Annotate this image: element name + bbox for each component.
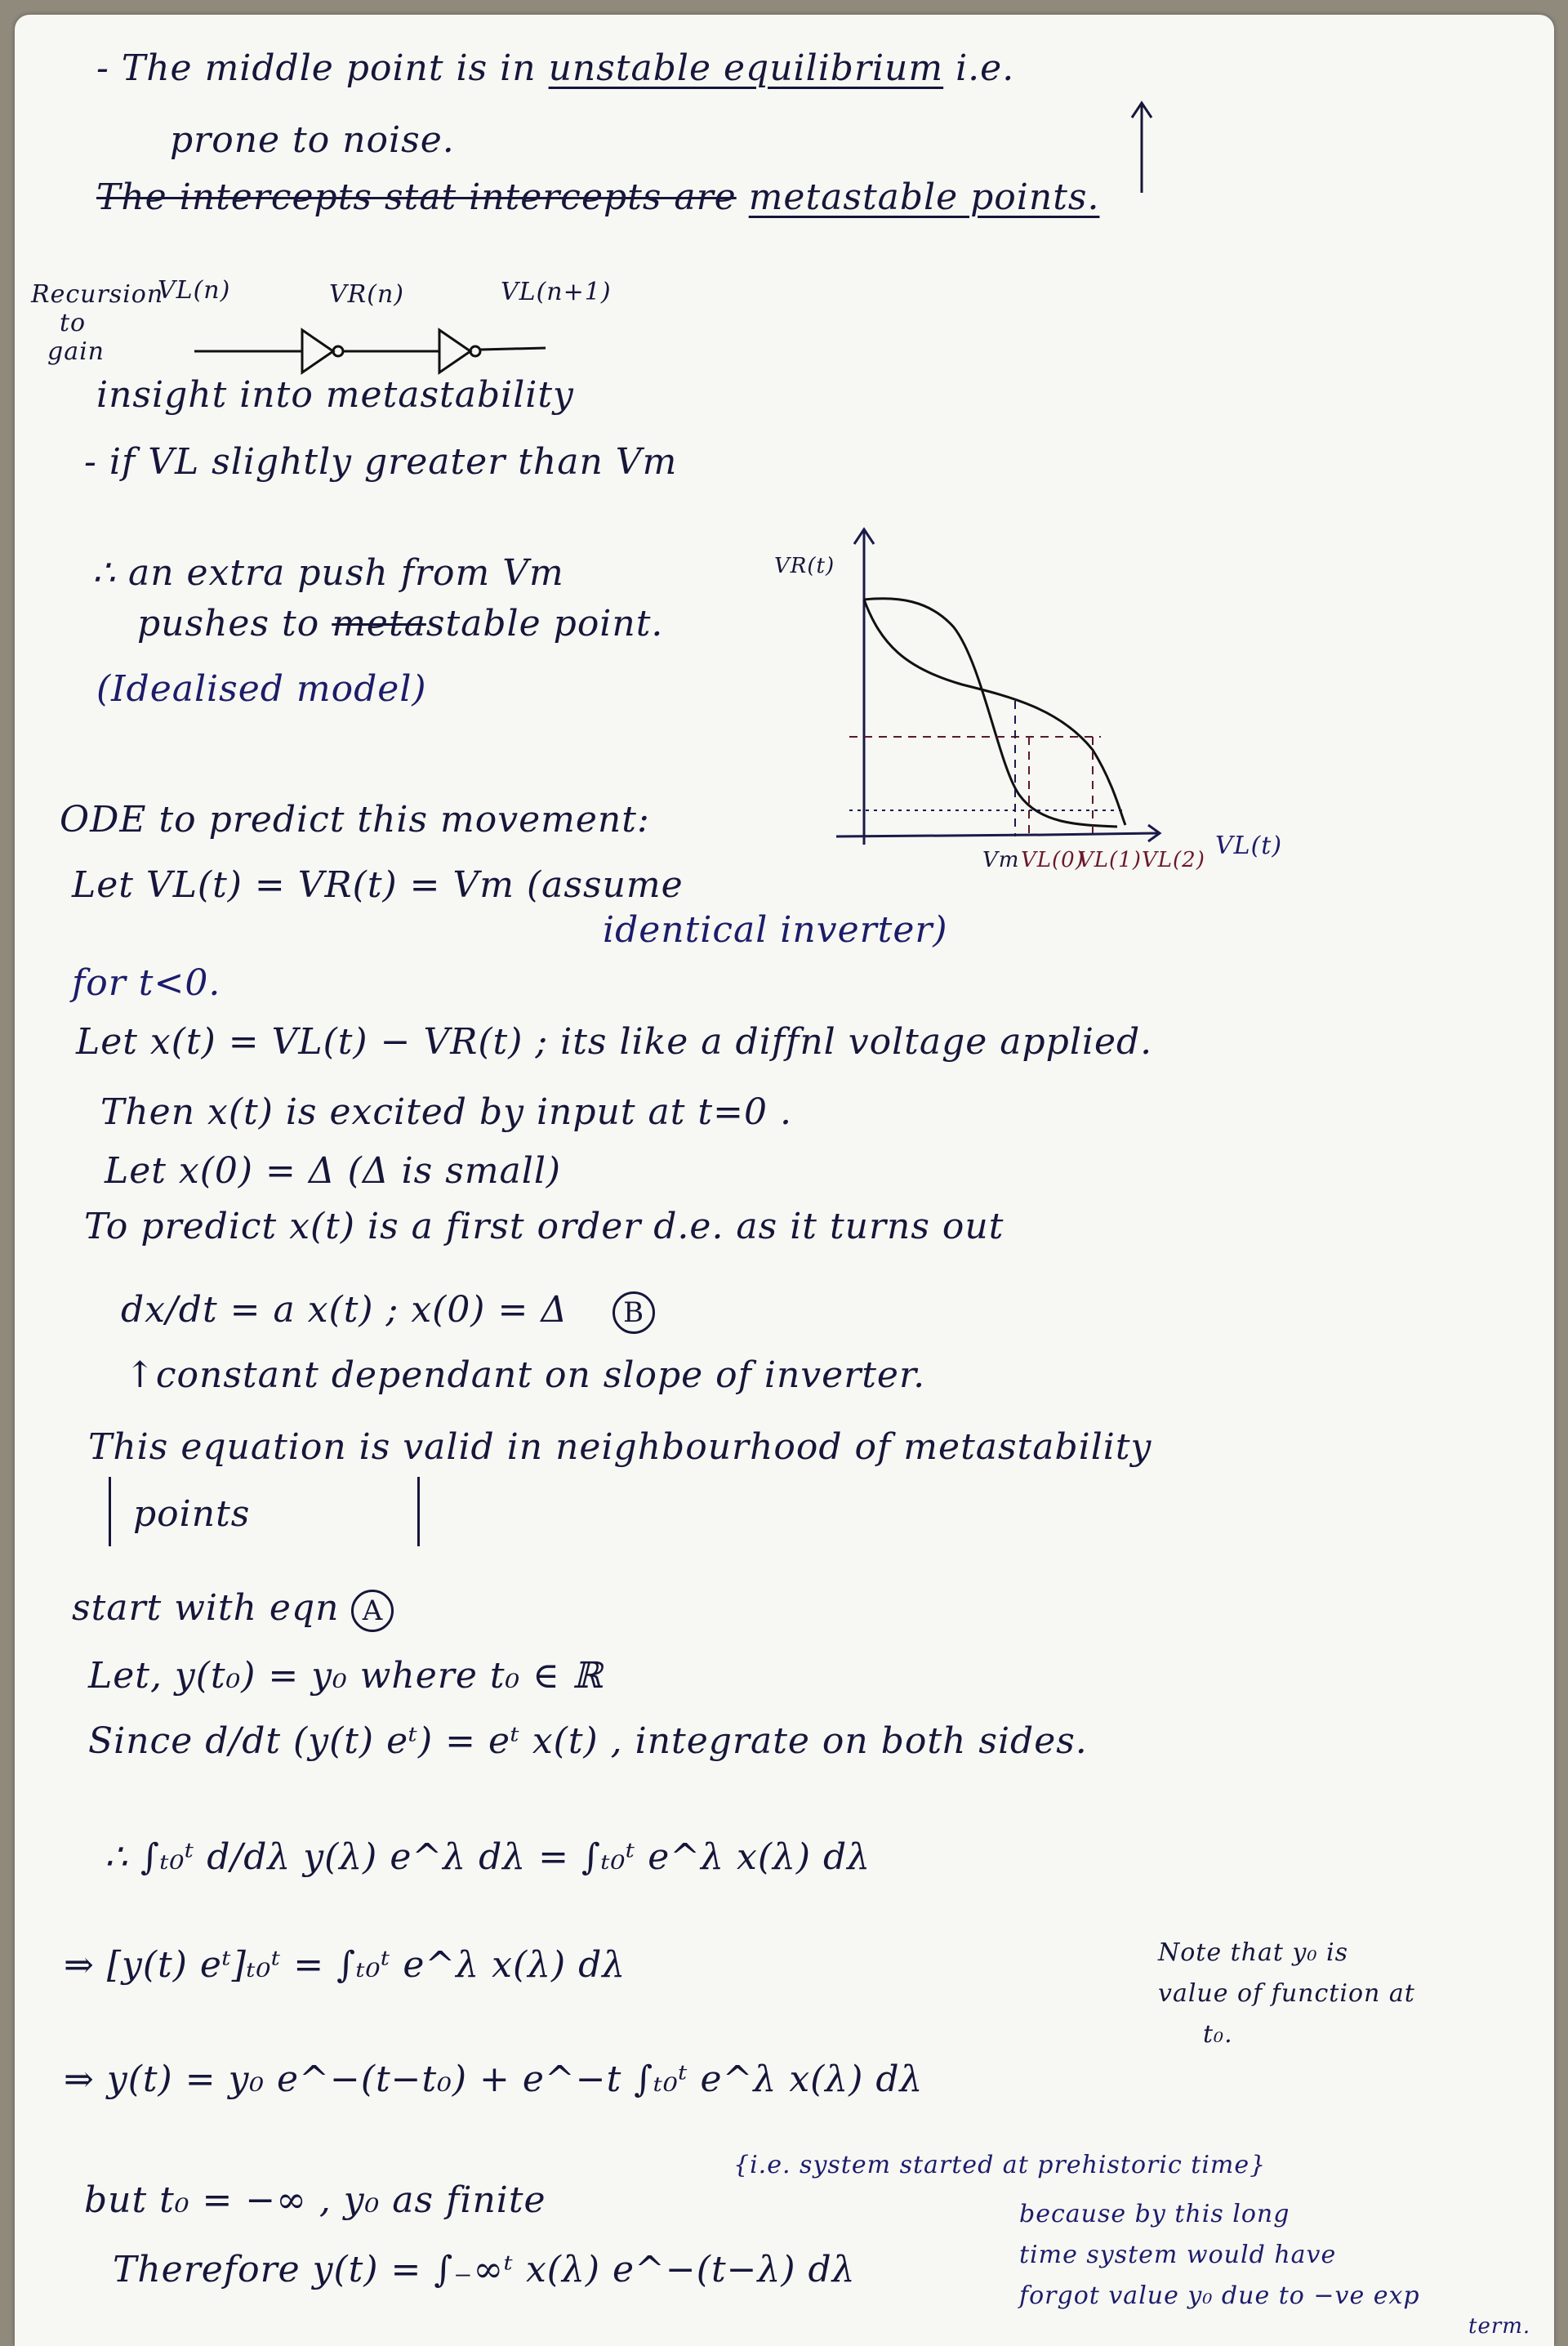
graph-y-label: VR(t) (774, 554, 835, 578)
bracket-box (109, 1477, 420, 1546)
text-line-metastable (96, 176, 1099, 218)
diagram-input-label: VL(n) (158, 276, 231, 305)
text-line-if-vl: - if VL slightly greater than Vm (84, 441, 678, 483)
text-line-idealised: (Idealised model) (96, 668, 427, 710)
note-line-3: t₀. (1203, 2020, 1233, 2049)
equation-text: dx/dt = a x(t) ; x(0) = Δ (121, 1289, 568, 1331)
arrow-up-icon (1125, 96, 1158, 194)
text-line-prehistoric: {i.e. system started at prehistoric time} (733, 2151, 1267, 2179)
diagram-mid-label: VR(n) (329, 280, 404, 309)
text-line-for-t: for t<0. (72, 962, 221, 1004)
text-line-points: points (133, 1493, 251, 1535)
graph-tick-vm: Vm (982, 848, 1020, 872)
graph-x-label: VL(t) (1215, 832, 1283, 860)
text-line-constant: ↑constant dependant on slope of inverter. (125, 1354, 926, 1396)
equation-label-a: A (351, 1590, 394, 1632)
text-line-but-t0: but t₀ = −∞ , y₀ as finite (84, 2179, 546, 2221)
text-line-let-x: Let x(t) = VL(t) − VR(t) ; its like a diffnl voltage applied. (76, 1021, 1153, 1063)
notebook-page (15, 15, 1554, 2346)
text-line-let-x0: Let x(0) = Δ (Δ is small) (105, 1150, 562, 1192)
text-line-start (72, 1587, 394, 1632)
text-line-noise: prone to noise. (170, 119, 455, 161)
text: i.e. (956, 47, 1015, 89)
text-line-identical: identical inverter) (603, 909, 948, 951)
text-line-then-x: Then x(t) is excited by input at t=0 . (100, 1091, 792, 1133)
text-line-unstable (96, 47, 1014, 89)
note-line-2: value of function at (1158, 1979, 1415, 2008)
graph-tick-vl0: VL(0) (1021, 848, 1085, 872)
graph-tick-vl1: VL(1) (1078, 848, 1142, 872)
text-line-pushes (137, 603, 663, 644)
note-because-4: term. (1468, 2314, 1531, 2339)
text-line-insight: insight into metastability (96, 374, 574, 416)
text: stable point. (425, 603, 664, 644)
note-because-1: because by this long (1019, 2200, 1290, 2228)
note-because-3: forgot value y₀ due to −ve exp (1019, 2281, 1420, 2310)
note-line-1: Note that y₀ is (1158, 1938, 1349, 1967)
text-line-valid: This equation is valid in neighbourhood of metastability (88, 1426, 1152, 1468)
text-line-since: Since d/dt (y(t) eᵗ) = eᵗ x(t) , integrate on both sides. (88, 1720, 1088, 1762)
text-line-to-predict: To predict x(t) is a first order d.e. as it turns out (84, 1206, 1004, 1247)
recursion-to: to (60, 309, 87, 337)
text-line-let-vl: Let VL(t) = VR(t) = Vm (assume (72, 864, 684, 906)
equation-integral-1: ∴ ∫ₜ₀ᵗ d/dλ y(λ) e^λ dλ = ∫ₜ₀ᵗ e^λ x(λ) dλ (105, 1836, 871, 1878)
equation-label-b: B (612, 1291, 655, 1334)
graph-tick-vl2: VL(2) (1142, 848, 1205, 872)
text: pushes to (137, 603, 320, 644)
text: - The middle point is in (96, 47, 537, 89)
equation-solution: ⇒ y(t) = y₀ e^−(t−t₀) + e^−t ∫ₜ₀ᵗ e^λ x(λ) dλ (64, 2058, 924, 2100)
recursion-label: Recursion (31, 280, 164, 309)
butterfly-curve-graph (831, 521, 1289, 881)
underlined-term: unstable equilibrium (548, 47, 944, 89)
text-line-push: ∴ an extra push from Vm (92, 552, 564, 594)
struck-text: meta (332, 603, 426, 644)
text-line-let-y: Let, y(t₀) = y₀ where t₀ ∈ ℝ (88, 1655, 604, 1697)
recursion-gain: gain (47, 337, 105, 366)
equation-integral-2: ⇒ [y(t) eᵗ]ₜ₀ᵗ = ∫ₜ₀ᵗ e^λ x(λ) dλ (64, 1944, 626, 1986)
underlined-term: metastable points. (748, 176, 1100, 218)
struck-text: The intercepts stat intercepts are (96, 176, 737, 218)
text: start with eqn (72, 1587, 340, 1629)
text-line-dxdt (121, 1289, 655, 1334)
text-line-ode: ODE to predict this movement: (60, 799, 650, 841)
equation-final: Therefore y(t) = ∫₋∞ᵗ x(λ) e^−(t−λ) dλ (113, 2249, 856, 2290)
note-because-2: time system would have (1019, 2241, 1337, 2269)
diagram-output-label: VL(n+1) (501, 278, 612, 306)
